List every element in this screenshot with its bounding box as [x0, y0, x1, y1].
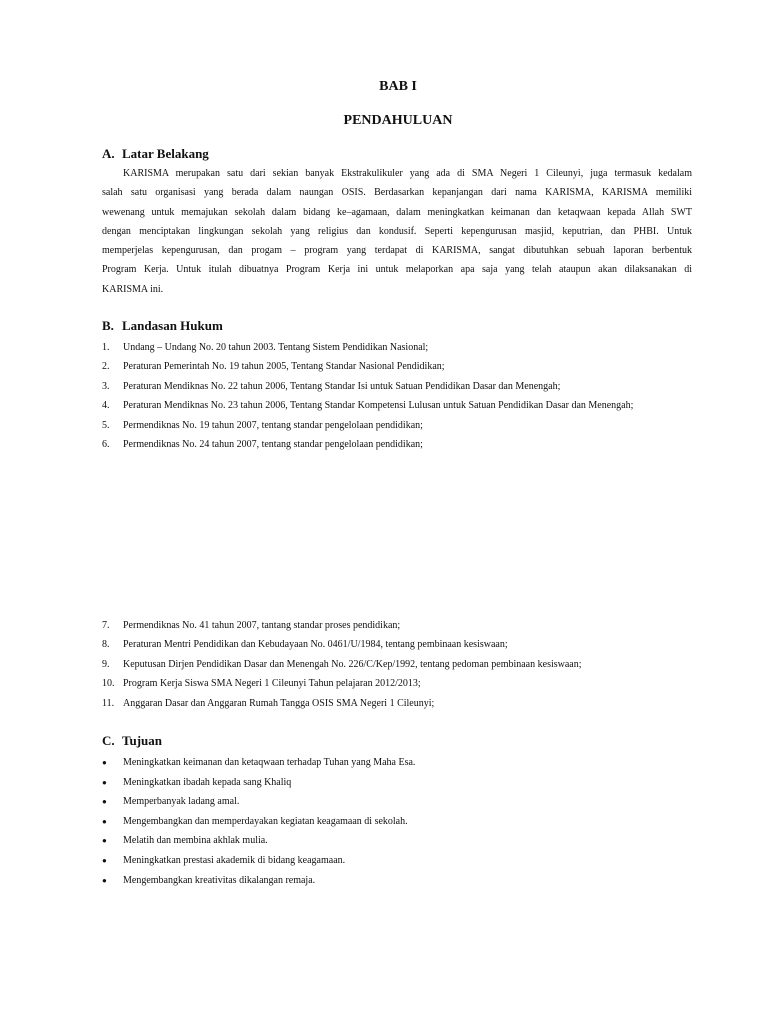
chapter-title: PENDAHULUAN [343, 113, 453, 128]
bullet-icon: ● [102, 777, 107, 787]
item-text: Meningkatkan keimanan dan ketaqwaan terhadap Tuhan yang Maha Esa. [123, 757, 416, 768]
item-number: 2. [102, 361, 110, 373]
list-item [102, 773, 415, 793]
bullet-icon: ● [102, 758, 107, 767]
list-item [102, 338, 633, 357]
list-item [102, 396, 633, 415]
item-text: Melatih dan membina akhlak mulia. [123, 835, 268, 847]
bullet-icon: ● [102, 875, 107, 885]
item-number: 3. [102, 380, 110, 392]
section-title: Landasan Hukum [122, 318, 223, 333]
item-number: 6. [102, 438, 110, 450]
chapter-number: BAB I [379, 79, 417, 94]
item-number: 11. [102, 697, 115, 709]
landasan-hukum-list-part-1 [102, 338, 633, 454]
list-item [102, 753, 415, 773]
list-item [102, 674, 582, 693]
item-text: Peraturan Mendiknas No. 23 tahun 2006, Tentang Standar Kompetensi Lulusan untuk Satuan Pendidikan Dasar dan Menengah; [123, 400, 634, 412]
section-letter: C. [102, 733, 115, 748]
item-text: Mengembangkan kreativitas dikalangan remaja. [123, 874, 316, 886]
list-item [102, 616, 582, 635]
item-text: Meningkatkan prestasi akademik di bidang keagamaan. [123, 854, 346, 866]
list-item [102, 357, 633, 376]
paragraph-line: KARISMA ini. [102, 283, 164, 295]
list-item [102, 831, 415, 851]
item-number: 5. [102, 419, 110, 431]
landasan-hukum-list-part-2 [102, 616, 582, 713]
item-number: 8. [102, 639, 110, 651]
item-text: Meningkatkan ibadah kepada sang Khaliq [123, 776, 292, 788]
item-text: Anggaran Dasar dan Anggaran Rumah Tangga OSIS SMA Negeri 1 Cileunyi; [123, 697, 435, 709]
paragraph-line: dengan menciptakan lingkungan sekolah yang religius dan kondusif. Seperti kepengurusan masjid, keputrian, dan PHBI. Untuk [102, 225, 692, 237]
section-title: Tujuan [122, 733, 162, 748]
section-title: Latar Belakang [122, 146, 209, 161]
latar-belakang-paragraph [102, 164, 692, 299]
item-number: 7. [102, 620, 110, 631]
list-item [102, 792, 415, 812]
paragraph-line: salah satu organisasi yang berada dalam naungan OSIS. Berdasarkan kepanjangan dari nama KARISMA, KARISMA memiliki [102, 187, 692, 199]
list-item [102, 694, 582, 713]
item-text: Undang – Undang No. 20 tahun 2003. Tentang Sistem Pendidikan Nasional; [123, 342, 429, 353]
bullet-icon: ● [102, 855, 107, 865]
bullet-icon: ● [102, 797, 107, 807]
item-text: Keputusan Dirjen Pendidikan Dasar dan Menengah No. 226/C/Kep/1992, tentang pedoman pembinaan kesiswaan; [123, 658, 582, 670]
paragraph-line: Program Kerja. Untuk itulah dibuatnya Program Kerja ini untuk melaporkan apa saja yang telah ataupun akan dilaksanakan di [102, 264, 692, 276]
paragraph-line: memperjelas kepengurusan, dan progam – program yang terdapat di KARISMA, sangat dibutuhkan sebuah laporan berbentuk [102, 245, 692, 257]
item-text: Memperbanyak ladang amal. [123, 796, 240, 808]
bullet-icon: ● [102, 836, 107, 846]
list-item [102, 812, 415, 832]
list-item [102, 416, 633, 435]
item-text: Program Kerja Siswa SMA Negeri 1 Cileunyi Tahun pelajaran 2012/2013; [123, 678, 421, 690]
section-heading-latar-belakang [102, 146, 209, 162]
list-item [102, 871, 415, 891]
item-text: Permendiknas No. 19 tahun 2007, tentang standar pengelolaan pendidikan; [123, 419, 423, 431]
item-text: Peraturan Mentri Pendidikan dan Kebudayaan No. 0461/U/1984, tentang pembinaan kesiswaan; [123, 639, 508, 651]
bullet-icon: ● [102, 816, 107, 826]
item-number: 9. [102, 658, 110, 670]
item-text: Peraturan Pemerintah No. 19 tahun 2005, Tentang Standar Nasional Pendidikan; [123, 361, 445, 373]
item-number: 10. [102, 678, 115, 690]
list-item [102, 377, 633, 396]
item-number: 4. [102, 400, 110, 412]
section-letter: B. [102, 318, 114, 333]
paragraph-line: KARISMA merupakan satu dari sekian banyak Ekstrakulikuler yang ada di SMA Negeri 1 Cileunyi, juga termasuk kedalam [123, 168, 692, 179]
item-text: Mengembangkan dan memperdayakan kegiatan keagamaan di sekolah. [123, 815, 408, 827]
list-item [102, 851, 415, 871]
item-text: Permendiknas No. 41 tahun 2007, tantang standar proses pendidikan; [123, 620, 401, 631]
item-number: 1. [102, 342, 110, 353]
section-heading-tujuan [102, 733, 162, 749]
item-text: Peraturan Mendiknas No. 22 tahun 2006, Tentang Standar Isi untuk Satuan Pendidikan Dasar dan Menengah; [123, 380, 561, 392]
section-letter: A. [102, 146, 115, 161]
paragraph-line: wewenang untuk memajukan sekolah dalam bidang ke–agamaan, dalam meningkatkan keimanan dan ketaqwaan kepada Allah SWT [102, 206, 692, 218]
list-item [102, 655, 582, 674]
section-heading-landasan-hukum [102, 318, 223, 334]
list-item [102, 635, 582, 654]
tujuan-list [102, 753, 415, 890]
item-text: Permendiknas No. 24 tahun 2007, tentang standar pengelolaan pendidikan; [123, 438, 423, 450]
list-item [102, 435, 633, 454]
